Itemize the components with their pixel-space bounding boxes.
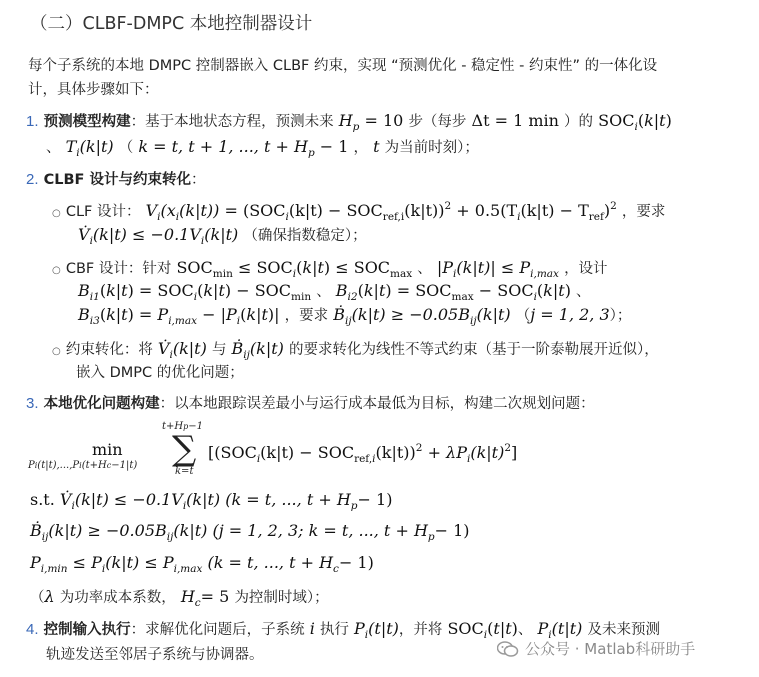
colon: ： (191, 172, 206, 188)
math-t: t (373, 137, 380, 156)
constraint-3: $P_{i,min} \le P_i(k|t) \le P_{i,max}$ (k = t, ..., $t + H_c- 1$) (30, 553, 374, 575)
end: ； (616, 308, 632, 324)
conv-text: 的要求转化为线性不等式约束（基于一阶泰勒展开近似）， (289, 342, 659, 358)
step-text: 以本地跟踪误差最小与运行成本最低为目标，构建二次规划问题： (174, 396, 595, 412)
math-soc: $SOC_i(k|t)$ (598, 111, 672, 133)
step-number: 3. (26, 395, 39, 412)
clf-note: （确保指数稳定）； (243, 228, 367, 244)
step-text: ，并将 (398, 622, 443, 638)
colon: ： (130, 622, 146, 638)
math-sum-top: t+Hp−1 (162, 421, 203, 432)
constraint-1: s.t. $V̇_i(k|t) \le -0.1V_i(k|t) (k = t$, ..., $t + H_p- 1$) (30, 490, 393, 512)
step-1-line-2: 、 $T_i(k|t)$ （ k = t, t + 1, ..., $t + H_p - 1$ ， t 为当前时刻）； (46, 137, 479, 159)
conv-text: 与 (211, 342, 227, 358)
clf-end: ，要求 (621, 204, 666, 220)
weights-note: （λ 为功率成本系数， $H_c= 5$ 为控制时域）； (30, 587, 329, 609)
sep: ， (353, 140, 369, 156)
math: = (SOC (224, 201, 286, 220)
step-4-line-2: 轨迹发送至邻居子系统与协调器。 (46, 647, 264, 663)
watermark-text: 公众号 · Matlab科研助手 (525, 640, 696, 658)
step-text: 步（每步 (408, 114, 467, 130)
step-number: 2. (26, 171, 39, 188)
cbf-req: ，要求 (284, 308, 329, 324)
math-k-end: − 1 (319, 137, 349, 156)
math-dt: Δt = 1 min (471, 111, 559, 130)
step-text: 求解优化问题后，子系统 (145, 622, 305, 638)
bullet-icon: ○ (52, 208, 61, 219)
colon: ： (159, 396, 175, 412)
clf-line-2: $V̇_i(k|t) \le -0.1V_i(k|t)$ （确保指数稳定）； (78, 225, 367, 247)
math: (k|t) − T (520, 201, 589, 220)
math-min-sub: Pi(t|t),...,Pi(t+Hc−1|t) (28, 460, 138, 471)
separator: 、 (417, 261, 432, 277)
bullet-icon: ○ (52, 265, 61, 276)
separator: 、 (46, 140, 61, 156)
step-heading: 控制输入执行 (43, 622, 131, 638)
math: (k|t) ≤ −0.1V (92, 225, 201, 244)
step-2 (26, 168, 206, 189)
step-text: 为当前时刻）； (384, 140, 479, 156)
math-min: min (92, 440, 123, 459)
math-b3: $B_{i3}(k|t) = P_{i,max} - |P_i(k|t)|$ (78, 305, 280, 327)
step-number: 1. (26, 113, 39, 130)
cbf-bullet (52, 257, 608, 280)
cbf-line-3: $B_{i3}(k|t) = P_{i,max} - |P_i(k|t)|$ ，要求 Ḃ$_{ij}$(k|t) ≥ $-0.05B_{ij}(k|t) (j = 1$, 2, 3）； (78, 305, 632, 327)
clf-label: CLF 设计： (65, 204, 141, 220)
clf-bullet: ○ CLF 设计： $V_i(x_i(k|t)) = (SOC_i(k|t) - SOC_{ref,i}(k|t))^2 + 0.5(T_i(k|t) - T_{ref})^2$ ，要求 (52, 200, 666, 223)
cbf-design: ，设计 (564, 261, 608, 277)
math-k-range: k = t, t + 1, ..., t + H (138, 137, 308, 156)
step-text: 执行 (319, 622, 349, 638)
step-number: 4. (26, 621, 39, 638)
step-heading: CLBF 设计与约束转化 (43, 172, 191, 188)
step-1 (26, 110, 672, 133)
math-bdot: Ḃ$_{ij}$(k|t) ≥ $-0.05B_{ij}(k|t)$ (333, 305, 511, 327)
math-temp: $T_i(k|t)$ (65, 137, 114, 159)
conv-bullet: ○ 约束转化：将 $V̇_i(k|t)$ 与 Ḃ$_{ij}$(k|t) 的要求转化为线性不等式约束（基于一阶泰勒展开近似）， (52, 339, 659, 361)
intro-line-2: 计，具体步骤如下： (28, 82, 159, 98)
cbf-label: CBF 设计：针对 (65, 261, 172, 277)
wechat-icon (497, 641, 519, 657)
math-sum-bot: k=t (175, 466, 194, 477)
step-heading: 预测模型构建 (43, 114, 131, 130)
bullet-icon: ○ (52, 346, 61, 357)
math-b1: $B_{i1}(k|t) = SOC_i(k|t) - SOC_{min}$ (78, 281, 312, 303)
math: j = 1, 2, 3 (530, 305, 610, 324)
paren: （ (118, 140, 134, 156)
math-soc-bounds: $SOC_{min} \le SOC_i(k|t) \le SOC_{max}$ (176, 258, 413, 280)
step-heading: 本地优化问题构建 (43, 396, 160, 412)
colon: ： (130, 114, 146, 130)
math-value: = 10 (364, 111, 404, 130)
separator: 、 (576, 284, 591, 300)
conv-line-2: 嵌入 DMPC 的优化问题； (76, 365, 244, 381)
step-4: 4. 控制输入执行：求解优化问题后，子系统 i 执行 $P_i(t|t)$，并将 $SOC_i(t|t)$、 $P_i(t|t)$ 及未来预测 (26, 619, 660, 641)
cbf-line-2: $B_{i1}(k|t) = SOC_i(k|t) - SOC_{min}$ 、 $B_{i2}(k|t) = SOC_{max} - SOC_i(k|t)$ 、 (78, 281, 591, 303)
math: (k|t)) (404, 201, 445, 220)
watermark (497, 638, 695, 659)
math: + 0.5(T (451, 201, 518, 220)
intro-line-1: 每个子系统的本地 DMPC 控制器嵌入 CLBF 约束，实现 “预测优化 - 稳定性 - 约束性” 的一体化设 (28, 58, 658, 74)
sigma-icon: ∑ (172, 429, 197, 469)
step-3 (26, 392, 595, 413)
constraint-2: Ḃ$_{ij}$(k|t) ≥ $-0.05B_{ij}(k|t) (j = 1$, 2, 3; k = t, ..., $t + H_p- 1$) (30, 521, 470, 543)
math-b2: $B_{i2}(k|t) = SOC_{max} - SOC_i(k|t)$ (335, 281, 571, 303)
math: (k|t) − SOC (288, 201, 383, 220)
section-title: （二）CLBF-DMPC 本地控制器设计 (30, 14, 313, 34)
step-text: ）的 (564, 114, 594, 130)
math-vdot: $V̇_i$ (78, 225, 93, 247)
math-hp: $H_p$ (338, 111, 360, 133)
math-clf: $V_i(x_i(k|t))$ (145, 201, 220, 223)
conv-text: 约束转化：将 (65, 342, 153, 358)
step-text: 基于本地状态方程，预测未来 (145, 114, 334, 130)
step-text: 及未来预测 (587, 622, 660, 638)
math-p-bound: $|P_i(k|t)| \le P_{i,max}$ (436, 258, 559, 280)
math-objective: $[(SOC_i(k|t) - SOC_{ref,i}(k|t))^2 + \lambda P_i(k|t)^2]$ (208, 442, 518, 465)
